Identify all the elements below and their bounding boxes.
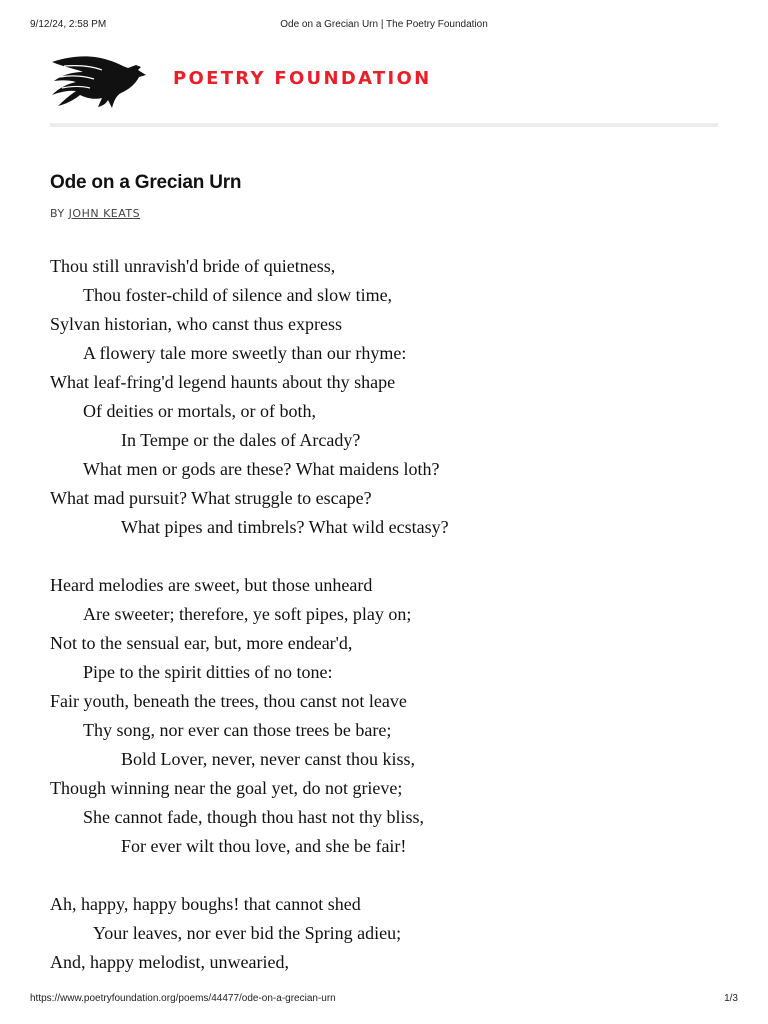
print-datetime: 9/12/24, 2:58 PM — [30, 19, 107, 30]
poem-line: Of deities or mortals, or of both, — [83, 401, 316, 421]
stanza-1 — [50, 252, 710, 542]
logo-text: POETRY FOUNDATION — [173, 68, 432, 89]
poem-body — [50, 252, 710, 1006]
byline — [50, 207, 140, 220]
poem-line: Your leaves, nor ever bid the Spring adieu; — [93, 923, 402, 943]
poem-line: Fair youth, beneath the trees, thou canst not leave — [50, 691, 407, 711]
poem-line: What leaf-fring'd legend haunts about thy shape — [50, 372, 396, 392]
poem-line: What pipes and timbrels? What wild ecstasy? — [121, 517, 449, 537]
poem-line: Pipe to the spirit ditties of no tone: — [83, 662, 333, 682]
poem-line: Thou foster-child of silence and slow time, — [83, 285, 393, 305]
print-page-number: 1/3 — [724, 993, 738, 1004]
by-label: BY — [50, 207, 65, 220]
stanza-3 — [50, 890, 710, 977]
print-page-title: Ode on a Grecian Urn | The Poetry Foundation — [280, 19, 488, 30]
poem-line: Though winning near the goal yet, do not grieve; — [50, 778, 403, 798]
print-url: https://www.poetryfoundation.org/poems/44477/ode-on-a-grecian-urn — [30, 993, 336, 1004]
poem-line: What mad pursuit? What struggle to escape? — [50, 488, 372, 508]
poem-line: Sylvan historian, who canst thus express — [50, 314, 342, 334]
poem-line: And, happy melodist, unwearied, — [50, 952, 289, 972]
header-divider — [50, 123, 718, 127]
print-footer — [30, 993, 738, 1007]
site-logo[interactable] — [50, 48, 450, 112]
poem-line: Not to the sensual ear, but, more endear'd, — [50, 633, 353, 653]
author-link[interactable]: JOHN KEATS — [68, 207, 141, 220]
pegasus-bird-icon — [50, 48, 148, 110]
poem-line: Are sweeter; therefore, ye soft pipes, play on; — [83, 604, 412, 624]
poem-line: What men or gods are these? What maidens loth? — [83, 459, 440, 479]
poem-line: She cannot fade, though thou hast not thy bliss, — [83, 807, 424, 827]
poem-line: Thou still unravish'd bride of quietness, — [50, 256, 336, 276]
print-header — [30, 19, 738, 33]
stanza-2 — [50, 571, 710, 861]
poem-line: In Tempe or the dales of Arcady? — [121, 430, 361, 450]
poem-line: Ah, happy, happy boughs! that cannot shed — [50, 894, 361, 914]
poem-title: Ode on a Grecian Urn — [50, 172, 242, 193]
poem-line: Bold Lover, never, never canst thou kiss, — [121, 749, 415, 769]
poem-line: Heard melodies are sweet, but those unheard — [50, 575, 373, 595]
poem-line: Thy song, nor ever can those trees be bare; — [83, 720, 392, 740]
poem-line: For ever wilt thou love, and she be fair! — [121, 836, 407, 856]
poem-line: A flowery tale more sweetly than our rhyme: — [83, 343, 407, 363]
